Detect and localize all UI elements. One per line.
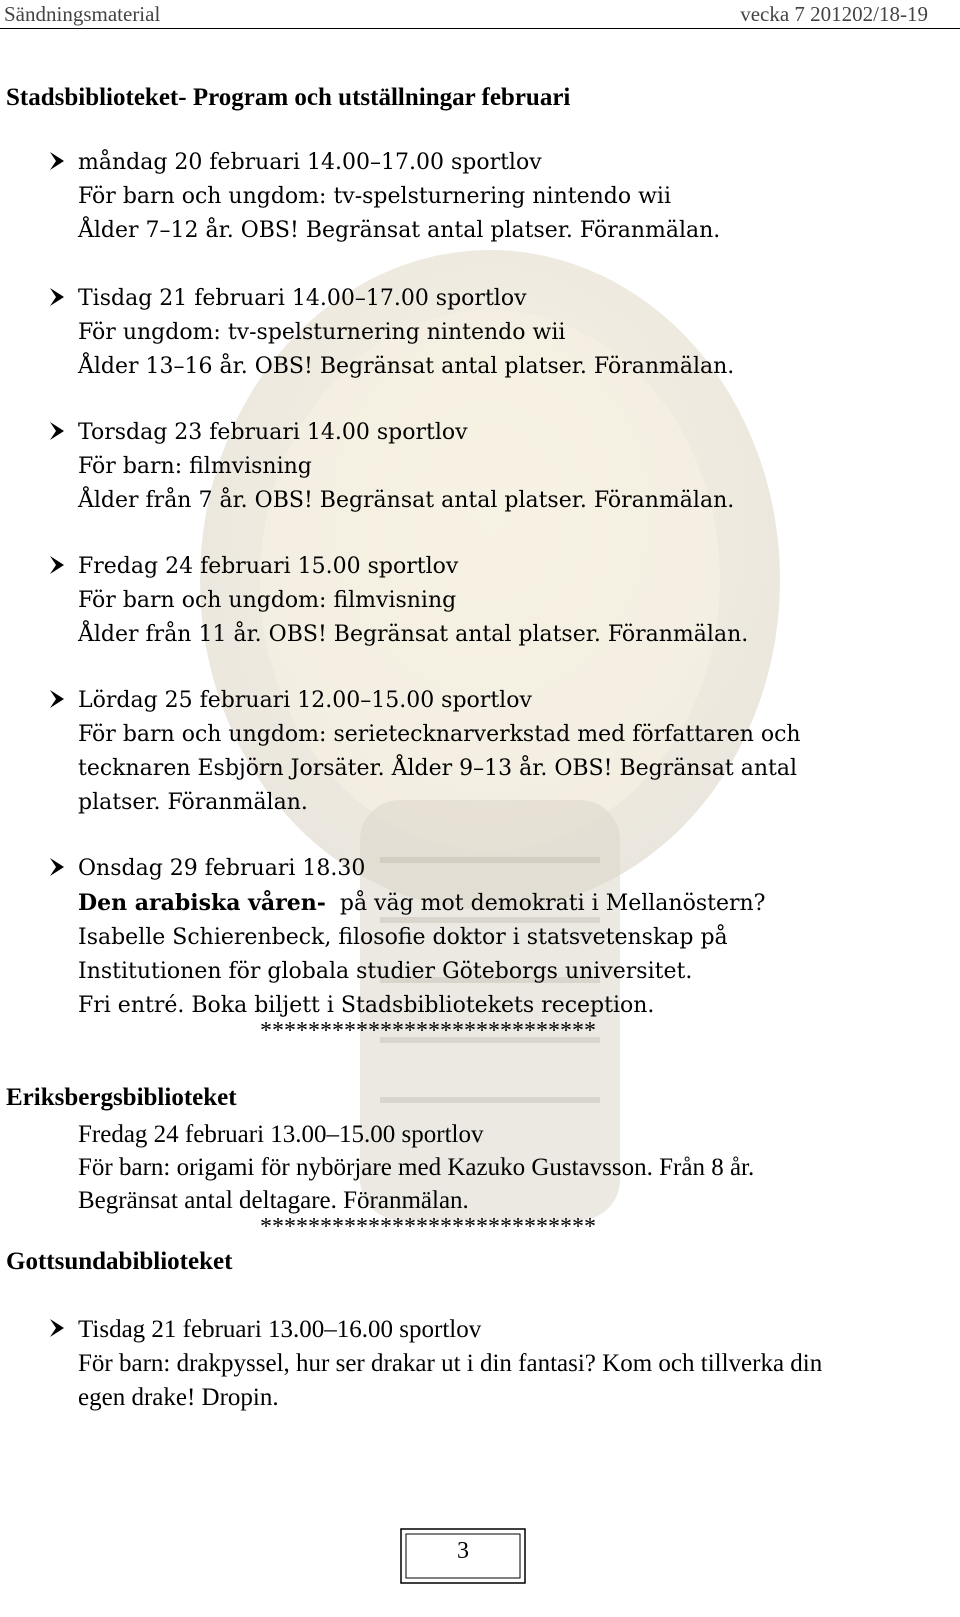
arrowhead-bullet-icon (48, 554, 66, 576)
event-highlight-line (78, 886, 765, 921)
event-highlight-title: Den arabiska våren- (78, 890, 326, 916)
event-line: Ålder 7–12 år. OBS! Begränsat antal platser. Föranmälan. (78, 218, 721, 243)
event-line: Ålder från 7 år. OBS! Begränsat antal platser. Föranmälan. (78, 488, 735, 513)
page-number-box (400, 1528, 526, 1584)
event-line: För barn: filmvisning (78, 454, 312, 479)
event-line: För barn och ungdom: tv-spelsturnering nintendo wii (78, 184, 672, 209)
event-line: För barn: drakpyssel, hur ser drakar ut i din fantasi? Kom och tillverka din (78, 1350, 823, 1377)
section-line: Begränsat antal deltagare. Föranmälan. (78, 1187, 469, 1214)
separator: **************************** (260, 1214, 596, 1240)
event-line: Torsdag 23 februari 14.00 sportlov (78, 420, 468, 445)
event-line: egen drake! Dropin. (78, 1384, 279, 1411)
arrowhead-bullet-icon (48, 150, 66, 172)
event-line: platser. Föranmälan. (78, 790, 308, 815)
event-line: Fri entré. Boka biljett i Stadsbibliotekets reception. (78, 993, 655, 1018)
page-header (0, 0, 960, 29)
event-line: För barn och ungdom: filmvisning (78, 588, 457, 613)
event-line: tecknaren Esbjörn Jorsäter. Ålder 9–13 år. OBS! Begränsat antal (78, 756, 798, 781)
section-body (78, 1118, 754, 1217)
section-heading: Eriksbergsbiblioteket (6, 1084, 237, 1111)
event-line: måndag 20 februari 14.00–17.00 sportlov (78, 150, 542, 175)
header-right: vecka 7 201202/18-19 (740, 2, 928, 26)
event-line: Institutionen för globala studier Göteborgs universitet. (78, 959, 693, 984)
event-line: Onsdag 29 februari 18.30 (78, 856, 366, 881)
separator: **************************** (260, 1018, 596, 1044)
section-line: För barn: origami för nybörjare med Kazuko Gustavsson. Från 8 år. (78, 1154, 755, 1181)
arrowhead-bullet-icon (48, 688, 66, 710)
section-heading: Gottsundabiblioteket (6, 1248, 233, 1275)
event-line: Fredag 24 februari 15.00 sportlov (78, 554, 459, 579)
event-line: Tisdag 21 februari 14.00–17.00 sportlov (78, 286, 527, 311)
event-line: Ålder från 11 år. OBS! Begränsat antal platser. Föranmälan. (78, 622, 749, 647)
event-line: Tisdag 21 februari 13.00–16.00 sportlov (78, 1316, 482, 1343)
section-line: Fredag 24 februari 13.00–15.00 sportlov (78, 1121, 484, 1148)
page-number: 3 (457, 1538, 469, 1564)
event-line: Ålder 13–16 år. OBS! Begränsat antal platser. Föranmälan. (78, 354, 735, 379)
header-left: Sändningsmaterial (4, 2, 161, 26)
arrowhead-bullet-icon (48, 856, 66, 878)
event-highlight-rest: på väg mot demokrati i Mellanöstern? (325, 891, 766, 916)
arrowhead-bullet-icon (48, 420, 66, 442)
event-line: För ungdom: tv-spelsturnering nintendo wii (78, 320, 566, 345)
arrowhead-bullet-icon (48, 1317, 66, 1339)
arrowhead-bullet-icon (48, 286, 66, 308)
event-line: Isabelle Schierenbeck, filosofie doktor i statsvetenskap på (78, 925, 728, 950)
page-title: Stadsbiblioteket- Program och utställningar februari (6, 84, 571, 111)
event-line: För barn och ungdom: serietecknarverkstad med författaren och (78, 722, 801, 747)
event-line: Lördag 25 februari 12.00–15.00 sportlov (78, 688, 532, 713)
